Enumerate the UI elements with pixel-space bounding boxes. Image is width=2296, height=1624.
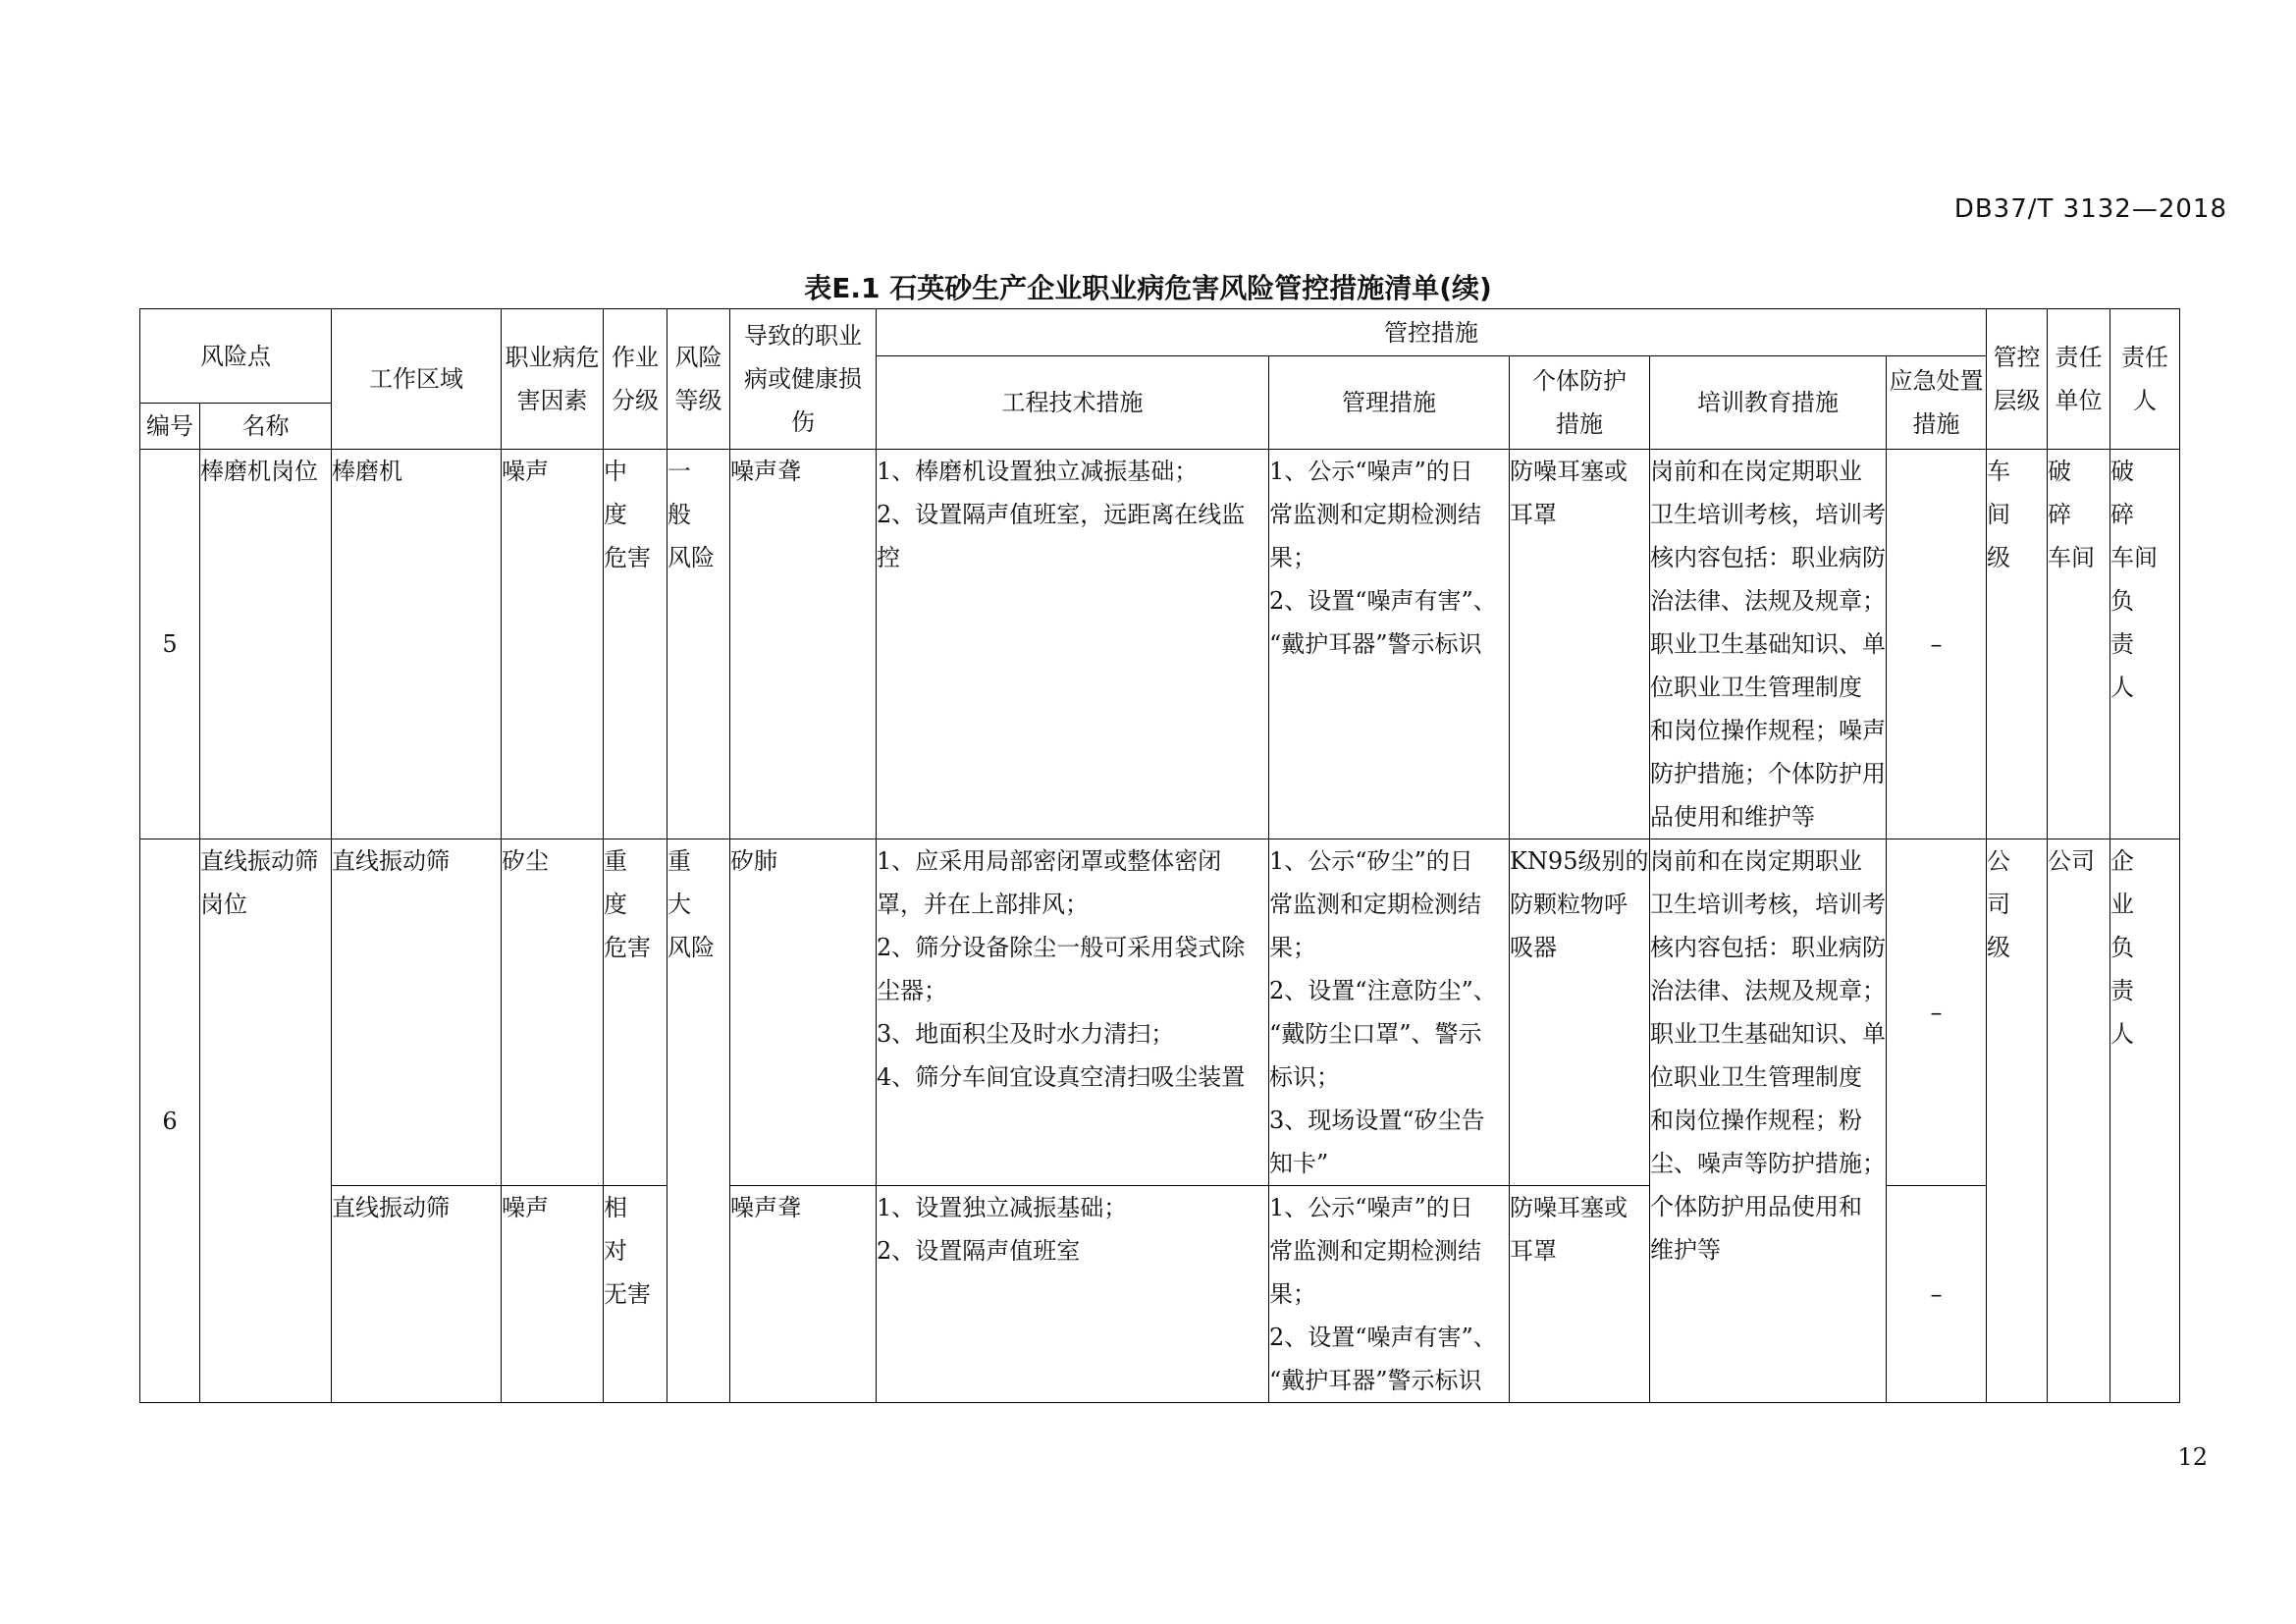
header-emergency: 应急处置 措施	[1887, 356, 1987, 450]
header-work-area: 工作区域	[332, 309, 502, 450]
row-disease: 噪声聋	[730, 450, 877, 839]
header-disease: 导致的职业 病或健康损 伤	[730, 309, 877, 450]
header-number: 编号	[140, 404, 200, 450]
table-row	[140, 450, 2180, 839]
row-hazard-factor: 噪声	[502, 450, 604, 839]
risk-control-table	[139, 308, 2180, 1403]
header-name: 名称	[200, 404, 332, 450]
header-management: 管理措施	[1269, 356, 1510, 450]
row-resp-unit: 公司	[2048, 839, 2110, 1403]
row-engineering: 1、设置独立减振基础； 2、设置隔声值班室	[877, 1186, 1269, 1403]
row-emergency: –	[1887, 450, 1987, 839]
row-management: 1、公示“矽尘”的日 常监测和定期检测结 果； 2、设置“注意防尘”、 “戴防尘口罩”、警示 标识； 3、现场设置“矽尘告 知卡”	[1269, 839, 1510, 1186]
row-engineering: 1、棒磨机设置独立减振基础； 2、设置隔声值班室，远距离在线监 控	[877, 450, 1269, 839]
row-resp-person: 企 业 负 责 人	[2110, 839, 2180, 1403]
header-resp-unit: 责任 单位	[2048, 309, 2110, 450]
row-number: 5	[140, 450, 200, 839]
table-caption: 表E.1 石英砂生产企业职业病危害风险管控措施清单(续)	[804, 272, 1492, 304]
page-number: 12	[2177, 1443, 2208, 1471]
row-engineering: 1、应采用局部密闭罩或整体密闭 罩，并在上部排风； 2、筛分设备除尘一般可采用袋式除 尘器； 3、地面积尘及时水力清扫； 4、筛分车间宜设真空清扫吸尘装置	[877, 839, 1269, 1186]
row-work-area: 直线振动筛	[332, 839, 502, 1186]
document-code: DB37/T 3132—2018	[1953, 194, 2227, 224]
row-control-level: 公 司 级	[1987, 839, 2048, 1403]
row-ppe: 防噪耳塞或 耳罩	[1510, 450, 1650, 839]
row-ppe: KN95级别的 防颗粒物呼 吸器	[1510, 839, 1650, 1186]
row-disease: 噪声聋	[730, 1186, 877, 1403]
row-disease: 矽肺	[730, 839, 877, 1186]
header-training: 培训教育措施	[1650, 356, 1887, 450]
row-risk-level: 一 般 风险	[667, 450, 730, 839]
header-row-1	[140, 309, 2180, 356]
row-name: 直线振动筛 岗位	[200, 839, 332, 1403]
header-engineering: 工程技术措施	[877, 356, 1269, 450]
header-hazard-factor: 职业病危 害因素	[502, 309, 604, 450]
row-emergency: –	[1887, 1186, 1987, 1403]
row-management: 1、公示“噪声”的日 常监测和定期检测结 果； 2、设置“噪声有害”、 “戴护耳器”警示标识	[1269, 1186, 1510, 1403]
row-emergency: –	[1887, 839, 1987, 1186]
row-training: 岗前和在岗定期职业 卫生培训考核，培训考 核内容包括：职业病防 治法律、法规及规章； 职业卫生基础知识、单 位职业卫生管理制度 和岗位操作规程；粉 尘、噪声等防护措施； 个体防护用品使用和 维护等	[1650, 839, 1887, 1403]
row-work-grade: 中 度 危害	[604, 450, 667, 839]
header-resp-person: 责任 人	[2110, 309, 2180, 450]
header-risk-point: 风险点	[140, 309, 332, 404]
header-risk-level: 风险 等级	[667, 309, 730, 450]
row-name: 棒磨机岗位	[200, 450, 332, 839]
row-resp-person: 破 碎 车间 负 责 人	[2110, 450, 2180, 839]
header-work-grade: 作业 分级	[604, 309, 667, 450]
row-risk-level: 重 大 风险	[667, 839, 730, 1403]
header-control-measures: 管控措施	[877, 309, 1987, 356]
row-work-grade: 相 对 无害	[604, 1186, 667, 1403]
row-hazard-factor: 噪声	[502, 1186, 604, 1403]
row-training: 岗前和在岗定期职业 卫生培训考核，培训考 核内容包括：职业病防 治法律、法规及规章； 职业卫生基础知识、单 位职业卫生管理制度 和岗位操作规程；噪声 防护措施；个体防护用 品使用和维护等	[1650, 450, 1887, 839]
row-ppe: 防噪耳塞或 耳罩	[1510, 1186, 1650, 1403]
row-work-grade: 重 度 危害	[604, 839, 667, 1186]
header-control-level: 管控 层级	[1987, 309, 2048, 450]
row-control-level: 车 间 级	[1987, 450, 2048, 839]
row-hazard-factor: 矽尘	[502, 839, 604, 1186]
header-ppe: 个体防护 措施	[1510, 356, 1650, 450]
row-work-area: 直线振动筛	[332, 1186, 502, 1403]
row-work-area: 棒磨机	[332, 450, 502, 839]
table-row	[140, 839, 2180, 1186]
row-number: 6	[140, 839, 200, 1403]
row-management: 1、公示“噪声”的日 常监测和定期检测结 果； 2、设置“噪声有害”、 “戴护耳器”警示标识	[1269, 450, 1510, 839]
row-resp-unit: 破 碎 车间	[2048, 450, 2110, 839]
